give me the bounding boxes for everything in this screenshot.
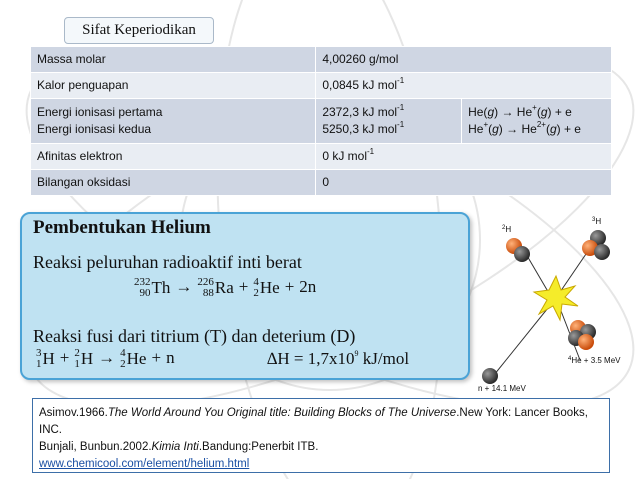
property-value: 2372,3 kJ mol$^{-1}$ 5250,3 kJ mol$^{-1}$	[316, 99, 462, 144]
reference-link[interactable]: www.chemicool.com/element/helium.html	[39, 458, 250, 470]
page-title: Sifat Keperiodikan	[82, 22, 196, 38]
property-label: Kalor penguapan	[31, 73, 316, 99]
property-label: Energi ionisasi pertama Energi ionisasi kedua	[31, 99, 316, 144]
reference-2: Bunjali, Bunbun.2002.Kimia Inti.Bandung:Penerbit ITB.	[39, 441, 319, 453]
enthalpy-value: $\Delta H = 1,7x10^9$ kJ/mol	[267, 349, 410, 368]
svg-text:2H	[502, 225, 511, 234]
free-neutron	[482, 368, 498, 384]
label-2h: H	[505, 225, 512, 234]
helium-formation-box	[20, 212, 470, 380]
ionization-equations: He(g) → He+(g) + e $He^+(g) \to He^{2+}(g) + e$	[462, 99, 612, 144]
helium-proton	[578, 334, 594, 350]
table-row	[31, 99, 612, 144]
reference-1: Asimov.1966.The World Around You Original title: Building Blocks of The Universe.New York: Lancer Books, INC.	[39, 407, 588, 436]
property-value: 0,0845 kJ mol$^{-1}$	[316, 73, 612, 99]
property-label: Massa molar	[31, 47, 316, 73]
deuterium-neutron	[514, 246, 530, 262]
decay-description: Reaksi peluruhan radioaktif inti berat	[33, 252, 302, 272]
fusion-diagram	[474, 210, 638, 396]
properties-table	[30, 46, 612, 196]
fusion-description: Reaksi fusi dari titrium (T) dan deterium (D)	[33, 326, 356, 346]
property-value: 4,00260 g/mol	[316, 47, 612, 73]
label-2h-mass: 2	[502, 225, 506, 231]
title-box	[64, 17, 214, 44]
decay-equation: 232 90 Th → 226 88 Ra + 4 2 He + 2n	[134, 276, 317, 300]
label-3h: H	[595, 217, 602, 226]
fusion-equation: 3 1 H + 2 1 H → 4 2 He + n	[36, 347, 175, 371]
table-row	[31, 144, 612, 170]
tritium-neutron	[594, 244, 610, 260]
label-neutron: n + 14.1 MeV	[478, 384, 526, 393]
references-box	[32, 398, 610, 473]
svg-text:4He + 3.5 MeV	[568, 356, 621, 365]
table-row	[31, 170, 612, 196]
property-label: Afinitas elektron	[31, 144, 316, 170]
table-row	[31, 73, 612, 99]
label-3h-mass: 3	[592, 217, 596, 223]
fusion-burst	[534, 276, 578, 320]
label-helium: He + 3.5 MeV	[571, 356, 621, 365]
svg-text:3H	[592, 217, 601, 226]
section-heading: Pembentukan Helium	[33, 217, 211, 238]
reference-3[interactable]	[39, 456, 603, 473]
label-he-mass: 4	[568, 356, 572, 362]
table-row	[31, 47, 612, 73]
property-value: 0	[316, 170, 612, 196]
property-value: 0 kJ mol$^{-1}$	[316, 144, 612, 170]
property-label: Bilangan oksidasi	[31, 170, 316, 196]
